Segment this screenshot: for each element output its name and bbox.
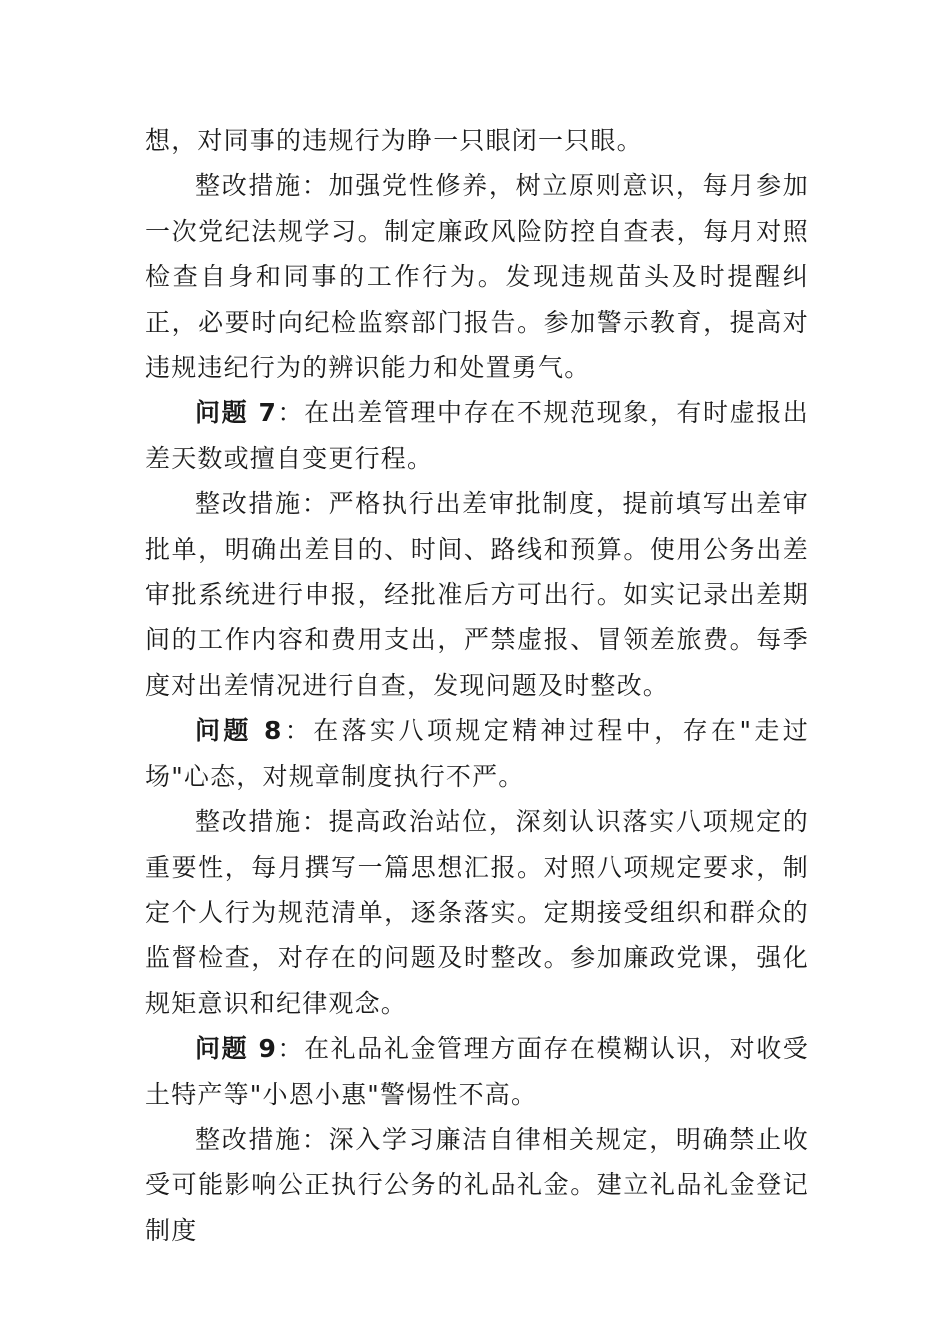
paragraph-text: 整改措施：提高政治站位，深刻认识落实八项规定的重要性，每月撰写一篇思想汇报。对照八项规定要求，制定个人行为规范清单，逐条落实。定期接受组织和群众的监督检查，对存在的问题及时整改。参加廉政党课，强化规矩意识和纪律观念。 (145, 807, 809, 1018)
paragraph-text: 整改措施：加强党性修养，树立原则意识，每月参加一次党纪法规学习。制定廉政风险防控自查表，每月对照检查自身和同事的工作行为。发现违规苗头及时提醒纠正，必要时向纪检监察部门报告。参加警示教育，提高对违规违纪行为的辨识能力和处置勇气。 (145, 171, 809, 383)
paragraph-issue-7 (145, 390, 809, 481)
paragraph-text: 想，对同事的违规行为睁一只眼闭一只眼。 (145, 126, 643, 155)
issue-label: 问题 8 (195, 716, 283, 746)
paragraph-issue-8 (145, 708, 809, 799)
paragraph-text: 整改措施：深入学习廉洁自律相关规定，明确禁止收受可能影响公正执行公务的礼品礼金。建立礼品礼金登记制度 (145, 1124, 809, 1245)
paragraph-rectification-8 (145, 799, 809, 1026)
issue-label: 问题 9 (195, 1034, 278, 1064)
paragraph-text: ：在出差管理中存在不规范现象，有时虚报出差天数或擅自变更行程。 (145, 398, 809, 473)
paragraph-rectification-7 (145, 481, 809, 708)
paragraph-rectification-9 (145, 1117, 809, 1253)
paragraph-rectification-6 (145, 163, 809, 390)
paragraph-text: 整改措施：严格执行出差审批制度，提前填写出差审批单，明确出差目的、时间、路线和预算。使用公务出差审批系统进行申报，经批准后方可出行。如实记录出差期间的工作内容和费用支出，严禁虚报、冒领差旅费。每季度对出差情况进行自查，发现问题及时整改。 (145, 489, 809, 700)
issue-label: 问题 7 (195, 398, 278, 428)
paragraph-continuation (145, 118, 809, 163)
paragraph-text: ：在落实八项规定精神过程中，存在"走过场"心态，对规章制度执行不严。 (145, 716, 809, 791)
paragraph-issue-9 (145, 1026, 809, 1117)
document-body (145, 118, 809, 1253)
paragraph-text: ：在礼品礼金管理方面存在模糊认识，对收受土特产等"小恩小惠"警惕性不高。 (145, 1034, 809, 1109)
